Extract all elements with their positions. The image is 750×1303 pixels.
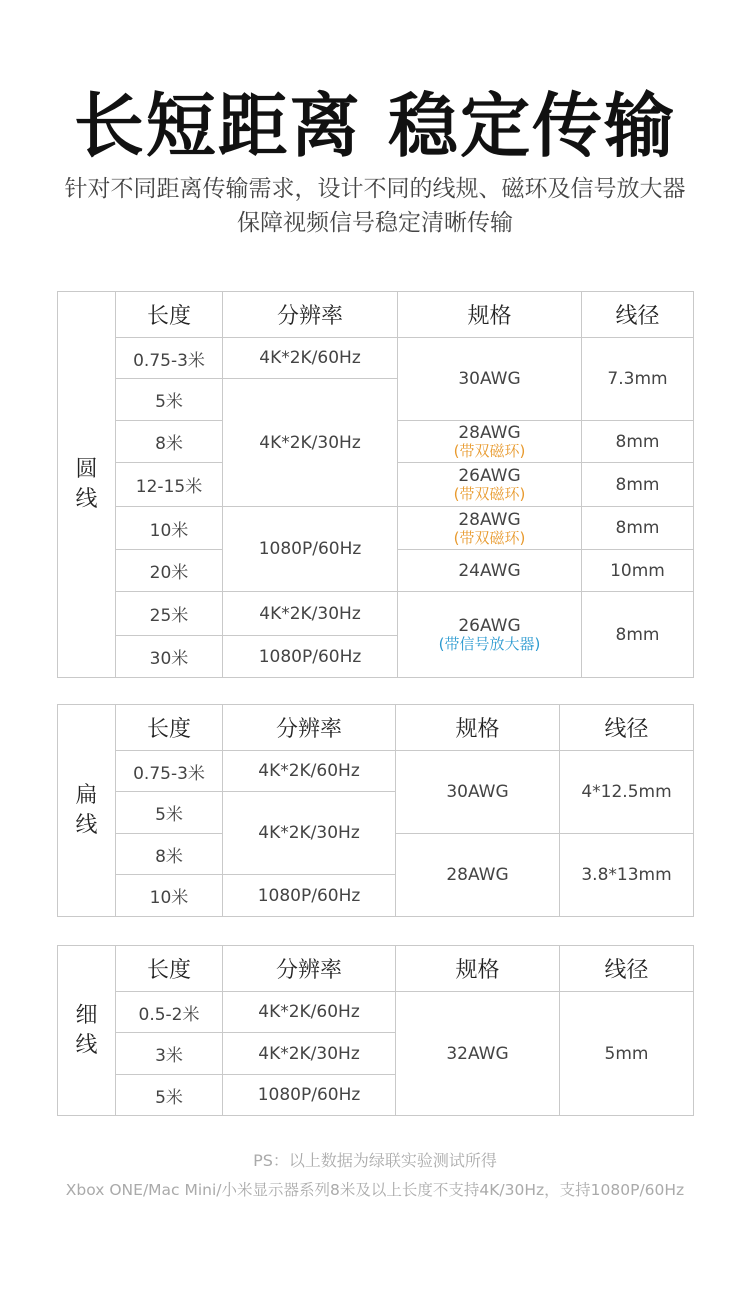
header-resolution: 分辨率: [223, 292, 398, 338]
spec-cell: [398, 507, 582, 550]
spec-awg: 28AWG: [458, 423, 521, 443]
spec-cell: [398, 550, 582, 592]
resolution-cell: 4K*2K/30Hz: [223, 792, 396, 875]
diameter-cell: 7.3mm: [582, 338, 694, 421]
category-char: 圆: [75, 456, 98, 482]
length-cell: 25米: [116, 592, 223, 636]
subtitle-line-1: 针对不同距离传输需求，设计不同的线规、磁环及信号放大器: [64, 176, 686, 202]
spec-cell: 30AWG: [396, 751, 560, 834]
length-cell: 12-15米: [116, 463, 223, 507]
category-label: [58, 292, 116, 678]
spec-note: (带双磁环): [453, 528, 526, 547]
category-char: 线: [75, 1032, 98, 1058]
diameter-cell: 10mm: [582, 550, 694, 592]
category-char: 线: [75, 486, 98, 512]
table-header-row: [58, 946, 694, 992]
resolution-cell: 4K*2K/30Hz: [223, 379, 398, 507]
length-cell: 20米: [116, 550, 223, 592]
diameter-cell: 8mm: [582, 592, 694, 678]
resolution-cell: 1080P/60Hz: [223, 1075, 396, 1116]
diameter-cell: 8mm: [582, 421, 694, 463]
spec-awg: 26AWG: [458, 616, 521, 636]
table-row: [58, 992, 694, 1033]
header-spec: 规格: [398, 292, 582, 338]
table-row: [58, 338, 694, 379]
table-row: [58, 751, 694, 792]
header-length: 长度: [116, 292, 223, 338]
category-char: 线: [75, 812, 98, 838]
header-diameter: 线径: [560, 946, 694, 992]
length-cell: 3米: [116, 1033, 223, 1075]
spec-cell: 28AWG: [396, 834, 560, 917]
spec-note: (带双磁环): [453, 442, 526, 460]
resolution-cell: 4K*2K/60Hz: [223, 338, 398, 379]
resolution-cell: 1080P/60Hz: [223, 507, 398, 592]
spec-cell: [398, 421, 582, 463]
resolution-cell: 4K*2K/30Hz: [223, 1033, 396, 1075]
table-row: [58, 592, 694, 636]
thin-cable-table: [57, 945, 694, 1116]
page-title: 长短距离 稳定传输: [73, 85, 677, 167]
resolution-cell: 4K*2K/60Hz: [223, 992, 396, 1033]
header-diameter: 线径: [560, 705, 694, 751]
diameter-cell: 4*12.5mm: [560, 751, 694, 834]
length-cell: 10米: [116, 875, 223, 917]
category-label: [58, 946, 116, 1116]
category-label: [58, 705, 116, 917]
footnote-line-1: PS：以上数据为绿联实验测试所得: [253, 1151, 497, 1170]
header-length: 长度: [116, 946, 223, 992]
spec-awg: 26AWG: [458, 466, 521, 486]
spec-awg: 28AWG: [458, 509, 521, 530]
resolution-cell: 1080P/60Hz: [223, 636, 398, 678]
resolution-cell: 4K*2K/30Hz: [223, 592, 398, 636]
length-cell: 0.5-2米: [116, 992, 223, 1033]
flat-cable-table: [57, 704, 694, 917]
category-char: 细: [75, 1002, 98, 1028]
table-header-row: [58, 705, 694, 751]
length-cell: 8米: [116, 421, 223, 463]
length-cell: 5米: [116, 1075, 223, 1116]
length-cell: 0.75-3米: [116, 338, 223, 379]
header-spec: 规格: [396, 705, 560, 751]
length-cell: 5米: [116, 792, 223, 834]
diameter-cell: 5mm: [560, 992, 694, 1116]
header-length: 长度: [116, 705, 223, 751]
header-spec: 规格: [396, 946, 560, 992]
header-diameter: 线径: [582, 292, 694, 338]
header-resolution: 分辨率: [223, 946, 396, 992]
spec-cell: [398, 463, 582, 507]
category-char: 扁: [75, 782, 98, 808]
spec-note: (带信号放大器): [438, 635, 541, 653]
resolution-cell: 4K*2K/60Hz: [223, 751, 396, 792]
diameter-cell: 3.8*13mm: [560, 834, 694, 917]
length-cell: 5米: [116, 379, 223, 421]
resolution-cell: 1080P/60Hz: [223, 875, 396, 917]
length-cell: 8米: [116, 834, 223, 875]
header-resolution: 分辨率: [223, 705, 396, 751]
spec-cell: 32AWG: [396, 992, 560, 1116]
round-cable-table: [57, 291, 694, 678]
diameter-cell: 8mm: [582, 507, 694, 550]
spec-cell: [398, 338, 582, 421]
table-header-row: [58, 292, 694, 338]
spec-cell: [398, 592, 582, 678]
table-row: [58, 507, 694, 550]
length-cell: 0.75-3米: [116, 751, 223, 792]
footnote-line-2: Xbox ONE/Mac Mini/小米显示器系列8米及以上长度不支持4K/30Hz，支持1080P/60Hz: [65, 1181, 685, 1199]
spec-awg: 24AWG: [458, 560, 521, 581]
diameter-cell: 8mm: [582, 463, 694, 507]
length-cell: 10米: [116, 507, 223, 550]
subtitle-line-2: 保障视频信号稳定清晰传输: [237, 210, 513, 236]
spec-note: (带双磁环): [453, 485, 526, 503]
spec-awg: 30AWG: [458, 369, 521, 389]
length-cell: 30米: [116, 636, 223, 678]
